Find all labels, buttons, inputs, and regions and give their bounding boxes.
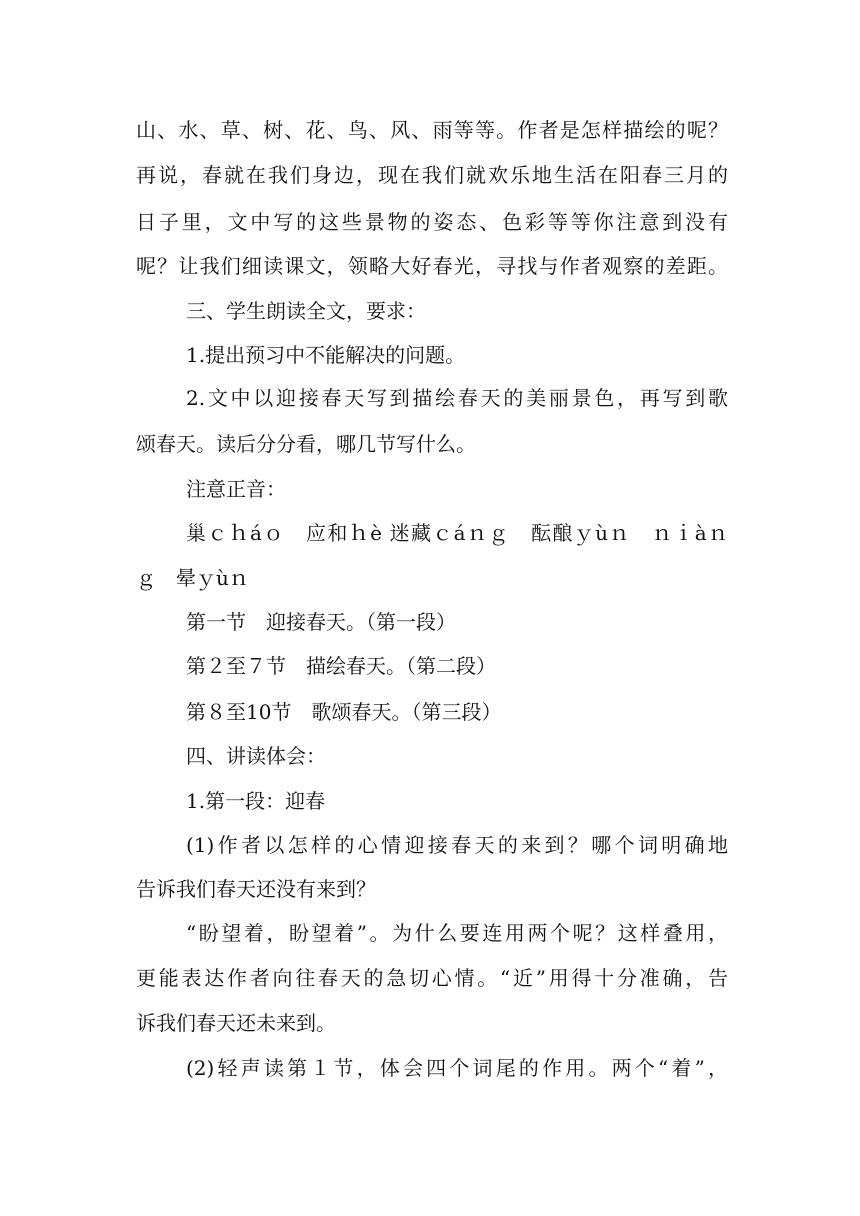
text-line: 注意正音：: [186, 477, 286, 501]
list-item: 1.第一段：迎春: [186, 789, 326, 813]
section-heading: 三、学生朗读全文，要求：: [186, 299, 426, 323]
section-heading: 四、讲读体会：: [186, 744, 326, 768]
text-line: 告诉我们春天还没有来到？: [136, 877, 376, 901]
section-line: 第８至10节 歌颂春天。（第三段）: [186, 700, 502, 724]
question-line: (2)轻声读第１节，体会四个词尾的作用。两个“着”，: [186, 1056, 728, 1080]
list-item: 2.文中以迎接春天写到描绘春天的美丽景色，再写到歌: [186, 386, 728, 410]
text-line: 日子里，文中写的这些景物的姿态、色彩等等你注意到没有: [136, 210, 728, 234]
text-line: 颂春天。读后分分看，哪几节写什么。: [136, 432, 476, 456]
section-line: 第２至７节 描绘春天。（第二段）: [186, 654, 496, 678]
pronunciation-line: ｇ 晕ｙùｎ: [136, 566, 249, 590]
list-item: 1.提出预习中不能解决的问题。: [186, 343, 466, 367]
text-line: 再说，春就在我们身边，现在我们就欢乐地生活在阳春三月的: [136, 163, 728, 187]
text-line: 山、水、草、树、花、鸟、风、雨等等。作者是怎样描绘的呢？: [136, 118, 728, 142]
text-line: 更能表达作者向往春天的急切心情。“近”用得十分准确，告: [136, 966, 728, 990]
text-line: “盼望着，盼望着”。为什么要连用两个呢？这样叠用，: [186, 921, 728, 945]
text-line: 呢？让我们细读课文，领略大好春光，寻找与作者观察的差距。: [136, 254, 728, 278]
pronunciation-line: 巢ｃｈáｏ 应和ｈè 迷藏ｃáｎｇ 酝酿ｙùｎ ｎｉàｎ: [186, 521, 728, 545]
section-line: 第一节 迎接春天。（第一段）: [186, 610, 456, 634]
question-line: (1)作者以怎样的心情迎接春天的来到？哪个词明确地: [186, 833, 728, 857]
text-line: 诉我们春天还未来到。: [136, 1011, 336, 1035]
